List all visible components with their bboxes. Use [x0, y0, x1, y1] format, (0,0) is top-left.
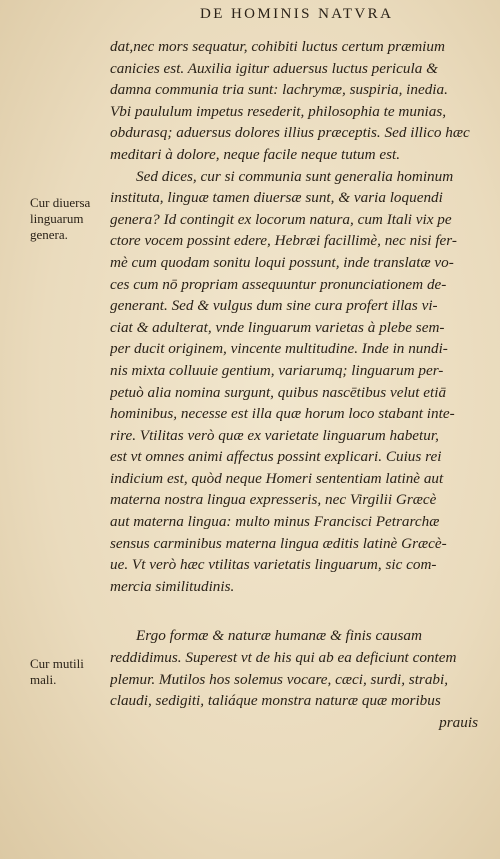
text-line: ctore vocem possint edere, Hebræi facillimè, nec nisi fer- [110, 232, 457, 250]
text-line: claudi, sedigiti, taliáque monstra naturæ quæ moribus [110, 692, 441, 710]
text-line: ces cum nō propriam assequuntur pronunciationem de- [110, 275, 447, 293]
text-line: meditari à dolore, neque facile neque tutum est. [110, 145, 401, 163]
text-line: Sed dices, cur si communia sunt generalia hominum [136, 167, 454, 185]
running-head: DE HOMINIS NATVRA [200, 6, 394, 22]
text-line: Vbi paululum impetus resederit, philosophia te munias, [110, 102, 447, 120]
text-line: damna communia tria sunt: lachrymæ, suspiria, inedia. [110, 81, 448, 99]
text-line: per ducit originem, vincente multitudine. Inde in nundi- [110, 340, 448, 358]
text-line: generant. Sed & vulgus dum sine cura profert illas vi- [110, 297, 438, 315]
text-line: ciat & adulterat, vnde linguarum varietas à plebe sem- [110, 318, 445, 336]
text-line: sensus carminibus materna lingua æditis latinè Græcè- [110, 534, 447, 552]
text-line: reddidimus. Superest vt de his qui ab ea deficiunt contem [110, 649, 457, 667]
text-line: materna nostra lingua expresseris, nec Virgilii Græcè [110, 491, 437, 509]
margin-note-line: mali. [30, 672, 57, 687]
paragraph-1 [110, 36, 478, 166]
margin-note-diverse-languages [30, 195, 90, 243]
text-line: dat,nec mors sequatur, cohibiti luctus certum præmium [110, 38, 445, 55]
paragraph-gap [110, 597, 478, 625]
text-line: rire. Vtilitas verò quæ ex varietate linguarum habetur, [110, 426, 439, 444]
text-line: mercia similitudinis. [110, 577, 235, 595]
text-line: indicium est, quòd neque Homeri sententiam latinè aut [110, 469, 444, 487]
text-line: mè cum quodam sonitu loqui possunt, inde translatæ vo- [110, 253, 454, 271]
paragraph-3 [110, 625, 478, 733]
margin-note-line: Cur diuersa [30, 195, 91, 210]
text-line: ue. Vt verò hæc vtilitas varietatis linguarum, sic com- [110, 556, 437, 574]
body-text [110, 36, 478, 733]
margin-note-line: linguarum [30, 211, 84, 226]
text-line: instituta, linguæ tamen diuersæ sunt, & varia loquendi [110, 189, 443, 207]
text-line: hominibus, necesse est illa quæ horum loco stabant inte- [110, 405, 455, 423]
text-line: Ergo formæ & naturæ humanæ & finis causam [136, 627, 422, 645]
margin-note-line: genera. [30, 227, 68, 242]
text-line: aut materna lingua: multo minus Francisci Petrarchæ [110, 513, 440, 531]
catchword: prauis [439, 713, 478, 731]
text-line: obdurasq; aduersus dolores illius præceptis. Sed illico hæc [110, 124, 470, 142]
text-line: canicies est. Auxilia igitur aduersus luctus pericula & [110, 59, 438, 77]
text-line: plemur. Mutilos hos solemus vocare, cæci, surdi, strabi, [110, 670, 449, 688]
margin-note-mutili [30, 656, 84, 688]
text-line: genera? Id contingit ex locorum natura, cum Itali vix pe [110, 210, 452, 228]
text-line: nis mixta colluuie gentium, variarumq; linguarum per- [110, 361, 444, 379]
text-line: petuò alia nomina surgunt, quibus nascētibus velut etiā [110, 383, 447, 401]
paragraph-2 [110, 166, 478, 598]
text-line: est vt omnes animi affectus possint explicari. Cuius rei [110, 448, 442, 466]
margin-note-line: Cur mutili [30, 656, 84, 671]
